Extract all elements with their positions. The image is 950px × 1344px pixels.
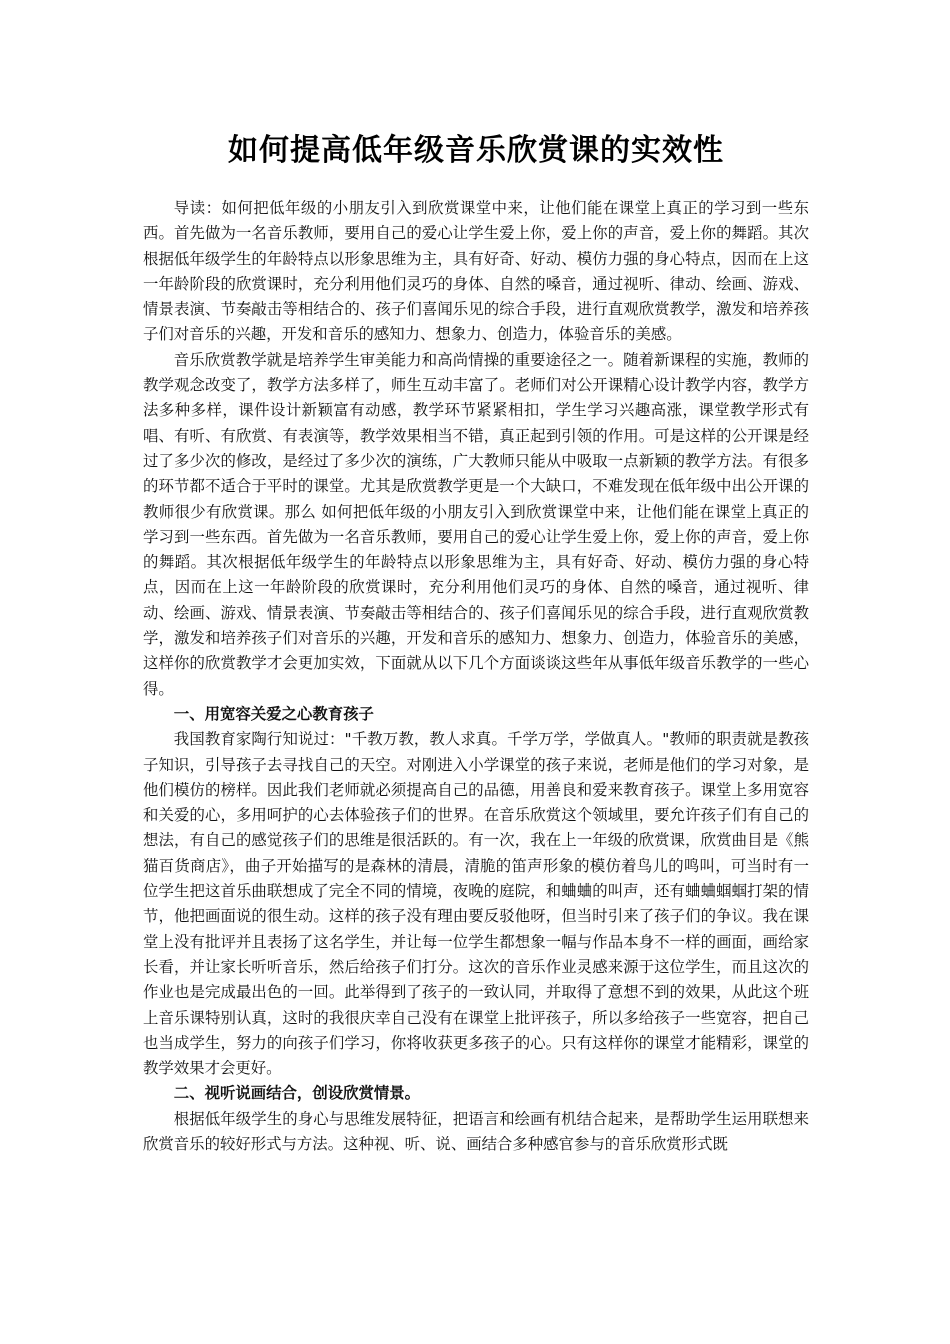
section-2-heading: 二、视听说画结合，创设欣赏情景。 [173, 1084, 421, 1103]
body-paragraph-1: 音乐欣赏教学就是培养学生审美能力和高尚情操的重要途径之一。随着新课程的实施，教师的教学观念改变了，教学方法多样了，师生互动丰富了。老师们对公开课精心设计教学内容，教学方法多种多样，课件设计新颖富有动感，教学环节紧紧相扣，学生学习兴趣高涨，课堂教学形式有唱、有听、有欣赏、有表演等，教学效果相当不错，真正起到引领的作用。可是这样的公开课是经过了多少次的修改，是经过了多少次的演练，广大教师只能从中吸取一点新颖的教学方法。有很多的环节都不适合于平时的课堂。尤其是欣赏教学更是一个大缺口，不难发现在低年级中出公开课的教师很少有欣赏课。那么 如何把低年级的小朋友引入到欣赏课堂中来，让他们能在课堂上真正的学习到一些东西。首先做为一名音乐教师，要用自己的爱心让学生爱上你，爱上你的声音，爱上你的舞蹈。其次根据低年级学生的年龄特点以形象思维为主，具有好奇、好动、模仿力强的身心特点，因而在上这一年龄阶段的欣赏课时，充分利用他们灵巧的身体、自然的嗓音，通过视听、律动、绘画、游戏、情景表演、节奏敲击等相结合的、孩子们喜闻乐见的综合手段，进行直观欣赏教学，激发和培养孩子们对音乐的兴趣，开发和音乐的感知力、想象力、创造力，体验音乐的美感，这样你的欣赏教学才会更加实效，下面就从以下几个方面谈谈这些年从事低年级音乐教学的一些心得。 [143, 350, 809, 698]
section-1-paragraph: 我国教育家陶行知说过："千教万教，教人求真。千学万学，学做真人。"教师的职责就是教孩子知识，引导孩子去寻找自己的天空。对刚进入小学课堂的孩子来说，老师是他们的学习对象，是他们模仿的榜样。因此我们老师就必须提高自己的品德，用善良和爱来教育孩子。课堂上多用宽容和关爱的心，多用呵护的心去体验孩子们的世界。在音乐欣赏这个领域里，要允许孩子们有自己的想法，有自己的感觉孩子们的思维是很活跃的。有一次，我在上一年级的欣赏课，欣赏曲目是《熊猫百货商店》，曲子开始描写的是森林的清晨，清脆的笛声形象的模仿着鸟儿的鸣叫，可当时有一位学生把这首乐曲联想成了完全不同的情境，夜晚的庭院，和蛐蛐的叫声，还有蛐蛐蝈蝈打架的情节，他把画面说的很生动。这样的孩子没有理由要反驳他呀，但当时引来了孩子们的争议。我在课堂上没有批评并且表扬了这名学生，并让每一位学生都想象一幅与作品本身不一样的画面，画给家长看，并让家长听听音乐，然后给孩子们打分。这次的音乐作业灵感来源于这位学生，而且这次的作业也是完成最出色的一回。此举得到了孩子的一致认同，并取得了意想不到的效果，从此这个班上音乐课特别认真，这时的我很庆幸自己没有在课堂上批评孩子，所以多给孩子一些宽容，把自己也当成学生，努力的向孩子们学习，你将收获更多孩子的心。只有这样你的课堂才能精彩，课堂的教学效果才会更好。 [143, 730, 809, 1078]
section-1-heading: 一、用宽容关爱之心教育孩子 [173, 704, 374, 723]
section-2-paragraph: 根据低年级学生的身心与思维发展特征，把语言和绘画有机结合起来，是帮助学生运用联想来欣赏音乐的较好形式与方法。这种视、听、说、画结合多种感官参与的音乐欣赏形式既 [143, 1109, 809, 1153]
intro-paragraph: 导读：如何把低年级的小朋友引入到欣赏课堂中来，让他们能在课堂上真正的学习到一些东西。首先做为一名音乐教师，要用自己的爱心让学生爱上你，爱上你的声音，爱上你的舞蹈。其次根据低年级学生的年龄特点以形象思维为主，具有好奇、好动、模仿力强的身心特点，因而在上这一年龄阶段的欣赏课时，充分利用他们灵巧的身体、自然的嗓音，通过视听、律动、绘画、游戏、情景表演、节奏敲击等相结合的、孩子们喜闻乐见的综合手段，进行直观欣赏教学，激发和培养孩子们对音乐的兴趣，开发和音乐的感知力、想象力、创造力，体验音乐的美感。 [143, 199, 809, 344]
document-page [143, 128, 809, 1157]
document-title: 如何提高低年级音乐欣赏课的实效性 [228, 133, 724, 168]
